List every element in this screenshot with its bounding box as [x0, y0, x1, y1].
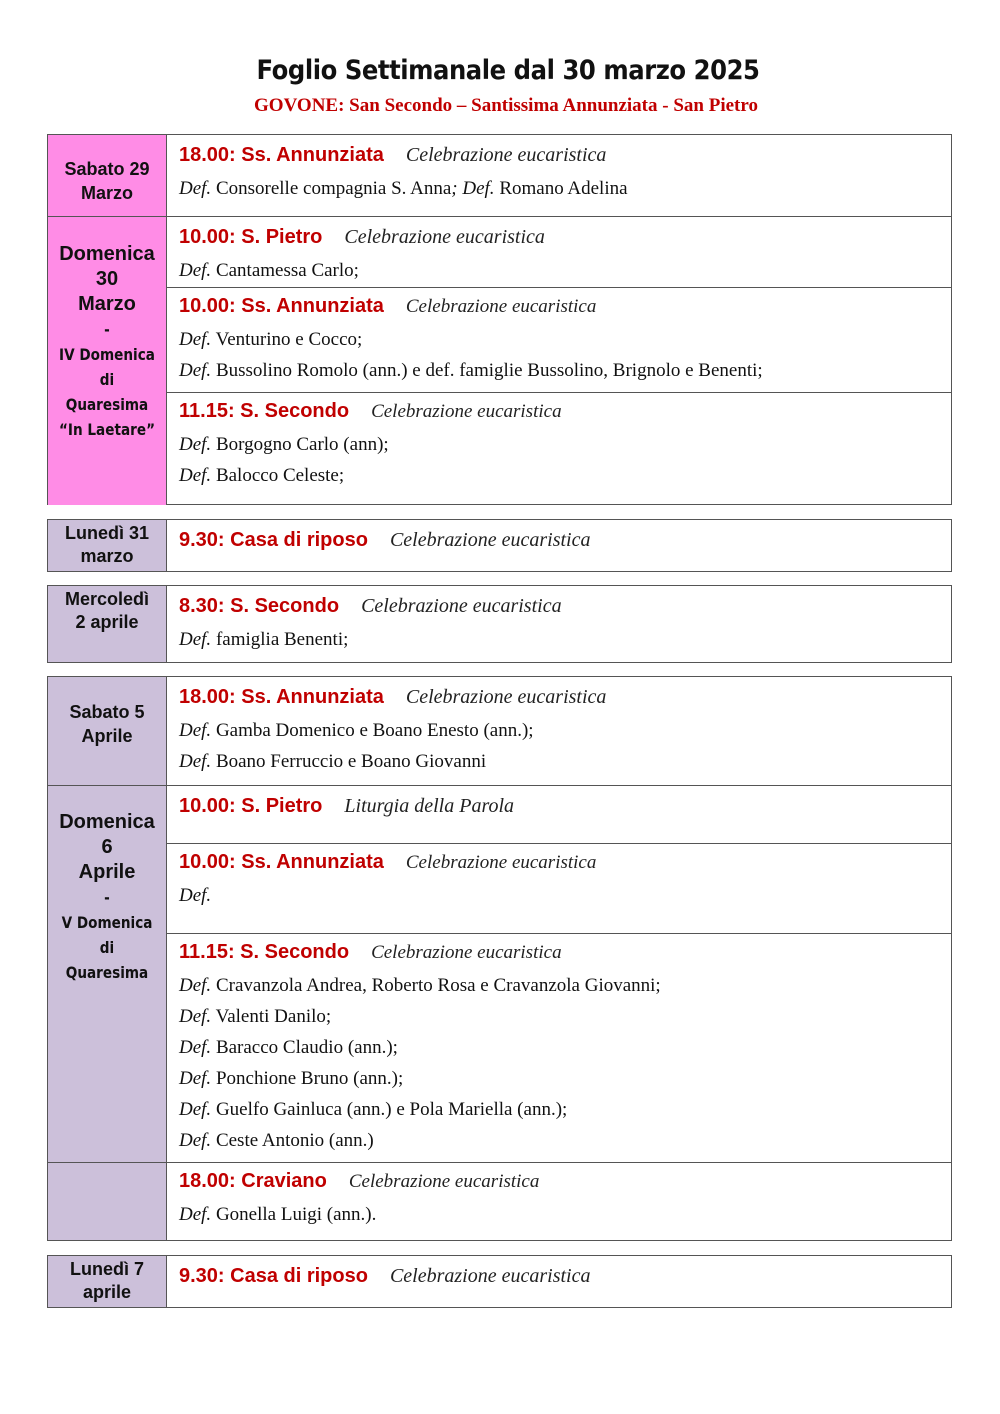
event-type: Celebrazione eucaristica: [405, 144, 607, 166]
schedule-row-wed2: [48, 586, 951, 662]
day-cell-sun30: [48, 217, 167, 505]
def-line: [179, 746, 951, 777]
event-time-place: 10.00: Ss. Annunziata: [179, 851, 384, 873]
event: [179, 393, 951, 491]
def-label: Def.: [179, 1006, 212, 1027]
def-separator: ;: [451, 178, 463, 199]
event-type: Celebrazione eucaristica: [371, 401, 562, 422]
day-label: marzo: [80, 546, 134, 566]
event-type: Celebrazione eucaristica: [344, 226, 545, 248]
day-label: IV Domenica: [59, 345, 155, 364]
def-label: Def.: [179, 465, 212, 486]
def-line: [179, 1199, 951, 1230]
event-type: Celebrazione eucaristica: [361, 595, 562, 617]
def-label: Def.: [179, 1037, 212, 1058]
day-label: di: [99, 938, 115, 957]
def-line: [179, 1094, 951, 1125]
def-label: Def.: [179, 720, 212, 741]
def-text: Balocco Celeste;: [215, 465, 345, 486]
subtitle-churches: : San Secondo – Santissima Annunziata - San Pietro: [338, 95, 758, 116]
day-label: Domenica: [59, 243, 155, 265]
def-label: Def.: [179, 329, 212, 350]
day-cell-sun6: [48, 786, 167, 1162]
day-label: Lunedì 7: [69, 1259, 144, 1279]
schedule-row-sat5: [48, 677, 951, 785]
event: [179, 786, 951, 843]
day-cell-sat29: [48, 135, 167, 216]
def-text: Valenti Danilo;: [215, 1006, 332, 1027]
schedule-row-sun6: [48, 785, 951, 1162]
event-time-place: 8.30: S. Secondo: [179, 595, 340, 617]
def-text: Gamba Domenico e Boano Enesto (ann.);: [215, 720, 534, 741]
def-line: [179, 880, 951, 911]
event: [179, 1163, 951, 1230]
def-line: [179, 255, 951, 286]
def-line: [179, 173, 951, 204]
def-line: [179, 1032, 951, 1063]
day-label: Sabato 5: [69, 702, 145, 722]
event-time-place: 18.00: Craviano: [179, 1170, 327, 1192]
def-label: Def.: [179, 1130, 212, 1151]
def-text: famiglia Benenti;: [215, 629, 349, 650]
def-text: Cantamessa Carlo;: [215, 260, 359, 281]
schedule-row-mon7: [48, 1256, 951, 1307]
subtitle-place: GOVONE: [254, 95, 339, 116]
def-label: Def.: [179, 360, 212, 381]
day-label: Marzo: [78, 293, 136, 315]
event-time-place: 9.30: Casa di riposo: [179, 1265, 368, 1287]
def-label: Def.: [179, 434, 212, 455]
def-line: [179, 715, 951, 746]
event-time-place: 10.00: S. Pietro: [179, 226, 323, 248]
def-text: Boano Ferruccio e Boano Giovanni: [215, 751, 487, 772]
schedule-block-mon7: [47, 1255, 952, 1308]
event-time-place: 9.30: Casa di riposo: [179, 529, 368, 551]
event-time-place: 11.15: S. Secondo: [179, 400, 350, 422]
def-text: Ceste Antonio (ann.): [215, 1130, 374, 1151]
day-label: “In Laetare”: [58, 420, 156, 439]
def-label: Def.: [179, 1068, 212, 1089]
day-label: Sabato 29: [64, 159, 150, 179]
event: [179, 288, 951, 392]
schedule-row-sat29: [48, 135, 951, 216]
day-label: -: [104, 320, 110, 339]
def-label: Def.: [179, 1099, 212, 1120]
day-label: Aprile: [78, 861, 136, 883]
event: [179, 844, 951, 933]
def-text: Romano Adelina: [499, 178, 628, 199]
event-type: Celebrazione eucaristica: [348, 1171, 540, 1192]
event-time-place: 10.00: Ss. Annunziata: [179, 295, 384, 317]
def-line: [179, 970, 951, 1001]
def-text: Cravanzola Andrea, Roberto Rosa e Cravanzola Giovanni;: [215, 975, 661, 996]
event-type: Celebrazione eucaristica: [389, 529, 591, 551]
def-line: [179, 1063, 951, 1094]
event-time-place: 11.15: S. Secondo: [179, 941, 350, 963]
def-text: Ponchione Bruno (ann.);: [215, 1068, 404, 1089]
day-label: Domenica: [59, 811, 155, 833]
day-label: -: [104, 888, 110, 907]
def-text: Consorelle compagnia S. Anna: [215, 178, 452, 199]
event-type: Celebrazione eucaristica: [405, 686, 607, 708]
schedule-block-weekend-2: [47, 676, 952, 1241]
event-type: Celebrazione eucaristica: [405, 852, 597, 873]
def-text: Borgogno Carlo (ann);: [215, 434, 389, 455]
def-line: [179, 624, 951, 655]
def-label: Def.: [179, 629, 212, 650]
schedule-block-weekend-1: [47, 134, 952, 505]
def-line: [179, 1125, 951, 1156]
def-label: Def.: [179, 751, 212, 772]
def-line: [179, 1001, 951, 1032]
def-line: [179, 460, 951, 491]
day-cell-wed2: [48, 586, 167, 662]
event: [179, 135, 951, 204]
def-line: [179, 429, 951, 460]
event: [179, 677, 951, 777]
def-text: Guelfo Gainluca (ann.) e Pola Mariella (ann.);: [215, 1099, 568, 1120]
page-title: Foglio Settimanale dal 30 marzo 2025: [256, 55, 760, 86]
def-line: [179, 355, 951, 386]
schedule-block-mon31: [47, 519, 952, 572]
day-cell-mon7: [48, 1256, 167, 1307]
def-text: Bussolino Romolo (ann.) e def. famiglie Bussolino, Brignolo e Benenti;: [215, 360, 763, 381]
event-time-place: 18.00: Ss. Annunziata: [179, 686, 384, 708]
def-label: Def.: [179, 885, 212, 906]
def-label: Def.: [179, 178, 212, 199]
event: [179, 586, 951, 655]
day-cell-empty: [48, 1163, 167, 1240]
page-subtitle: [0, 95, 1000, 117]
def-line: [179, 324, 951, 355]
day-label: di: [99, 370, 115, 389]
schedule-row-craviano: [48, 1162, 951, 1240]
event: [179, 520, 951, 558]
def-label: Def.: [179, 260, 212, 281]
def-label: Def.: [462, 178, 495, 199]
event: [179, 1256, 951, 1294]
event-time-place: 18.00: Ss. Annunziata: [179, 144, 384, 166]
day-cell-mon31: [48, 520, 167, 571]
schedule-row-mon31: [48, 520, 951, 571]
event-type: Celebrazione eucaristica: [405, 296, 597, 317]
def-text: Venturino e Cocco;: [215, 329, 363, 350]
day-label: Aprile: [81, 726, 133, 746]
def-text: Baracco Claudio (ann.);: [215, 1037, 398, 1058]
day-label: Lunedì 31: [64, 523, 149, 543]
day-label: 30: [95, 268, 119, 290]
day-cell-sat5: [48, 677, 167, 785]
day-label: 2 aprile: [75, 612, 139, 632]
event-time-place: 10.00: S. Pietro: [179, 795, 323, 817]
day-label: aprile: [82, 1282, 132, 1302]
day-label: Quaresima: [65, 963, 149, 982]
event-type: Liturgia della Parola: [344, 795, 515, 817]
def-text: Gonella Luigi (ann.).: [215, 1204, 377, 1225]
def-label: Def.: [179, 1204, 212, 1225]
day-label: Quaresima: [65, 395, 149, 414]
day-label: Marzo: [80, 183, 133, 203]
event: [179, 217, 951, 287]
day-label: Mercoledì: [64, 589, 150, 609]
schedule-block-wed2: [47, 585, 952, 663]
schedule-row-sun30: [48, 216, 951, 505]
day-label: V Domenica: [61, 913, 153, 932]
event: [179, 934, 951, 1156]
event-type: Celebrazione eucaristica: [371, 942, 562, 963]
day-label: 6: [101, 836, 113, 858]
event-type: Celebrazione eucaristica: [389, 1265, 591, 1287]
def-label: Def.: [179, 975, 212, 996]
